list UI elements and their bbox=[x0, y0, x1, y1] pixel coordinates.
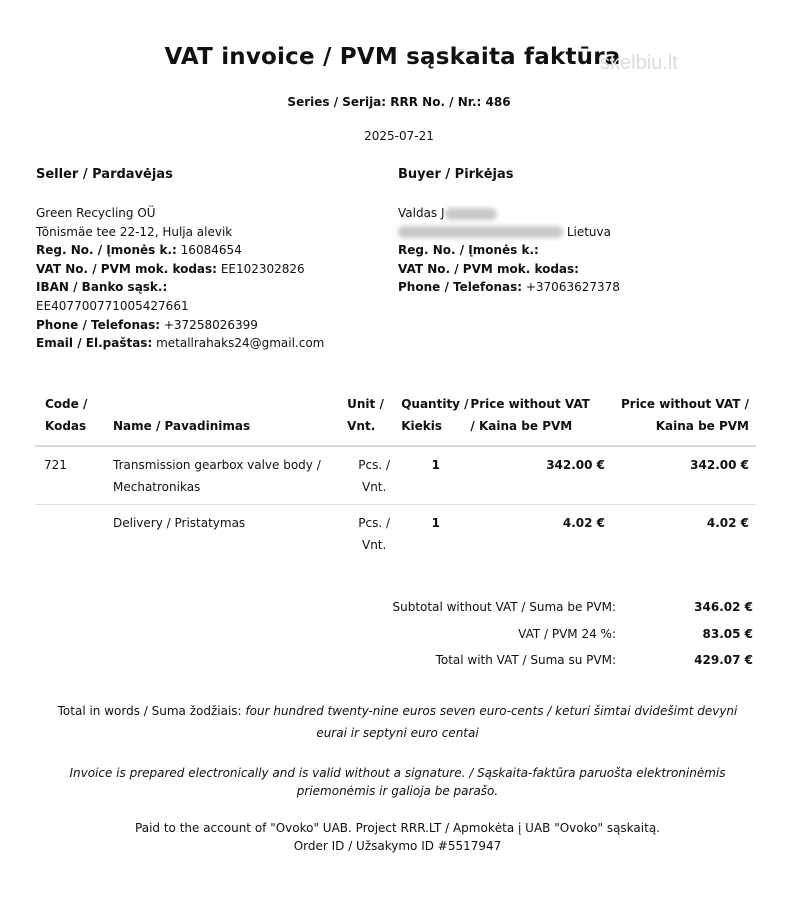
table-header-row bbox=[35, 392, 756, 446]
invoice-title: VAT invoice / PVM sąskaita faktūra bbox=[164, 44, 621, 70]
seller-block bbox=[36, 204, 376, 353]
seller-phone-label: Phone / Telefonas: bbox=[36, 317, 161, 332]
cell-name: Delivery / Pristatymas bbox=[113, 516, 246, 530]
cell-unit: Pcs. / Vnt. bbox=[358, 516, 391, 552]
electronic-note: Invoice is prepared electronically and is valid without a signature. / Sąskaita-faktūra paruošta elektroninėmis priemonėmis ir galioja be parašo. bbox=[69, 766, 726, 798]
seller-reg bbox=[36, 241, 376, 260]
subtotal-value: 346.02 € bbox=[694, 600, 753, 614]
header-price: Price without VAT / Kaina be PVM bbox=[470, 392, 615, 446]
cell-total: 342.00 € bbox=[615, 446, 756, 505]
total-value: 429.07 € bbox=[694, 653, 753, 667]
order-id: Order ID / Užsakymo ID #5517947 bbox=[293, 838, 502, 853]
cell-quantity: 1 bbox=[401, 446, 470, 505]
redacted-blur bbox=[398, 226, 563, 238]
redacted-blur bbox=[445, 208, 497, 220]
cell-price: 342.00 € bbox=[470, 446, 615, 505]
seller-email bbox=[36, 334, 376, 353]
cell-name: Transmission gearbox valve body / Mechatronikas bbox=[113, 446, 347, 505]
header-code: Code / Kodas bbox=[35, 392, 113, 446]
seller-heading: Seller / Pardavėjas bbox=[36, 167, 173, 182]
payment-note-block bbox=[45, 820, 750, 855]
header-total: Price without VAT / Kaina be PVM bbox=[615, 392, 756, 446]
seller-iban-label: IBAN / Banko sąsk.: bbox=[36, 280, 168, 295]
buyer-address-row bbox=[398, 223, 758, 242]
cell-total: 4.02 € bbox=[706, 516, 749, 530]
total-in-words-value: four hundred twenty-nine euros seven euro-cents / keturi šimtai dvidešimt devyni eurai ir septyni euro centai bbox=[245, 704, 738, 740]
seller-email-label: Email / El.paštas: bbox=[36, 336, 153, 351]
header-name: Name / Pavadinimas bbox=[113, 392, 347, 446]
total-label: Total with VAT / Suma su PVM: bbox=[435, 653, 616, 667]
table-row bbox=[35, 505, 756, 563]
header-unit: Unit / Vnt. bbox=[347, 392, 401, 446]
buyer-heading: Buyer / Pirkėjas bbox=[398, 167, 514, 182]
total-in-words bbox=[45, 701, 750, 744]
cell-code: 721 bbox=[35, 446, 113, 505]
seller-reg-value: 16084654 bbox=[180, 243, 242, 258]
seller-address: Tõnismäe tee 22-12, Hulja alevik bbox=[36, 224, 233, 239]
paid-note: Paid to the account of "Ovoko" UAB. Project RRR.LT / Apmokėta į UAB "Ovoko" sąskaitą. bbox=[135, 821, 660, 835]
seller-vat-label: VAT No. / PVM mok. kodas: bbox=[36, 261, 217, 276]
watermark: skelbiu.lt bbox=[600, 52, 678, 74]
cell-unit: Pcs. / Vnt. bbox=[347, 446, 401, 505]
buyer-reg-label: Reg. No. / Įmonės k.: bbox=[398, 243, 539, 258]
vat-label: VAT / PVM 24 %: bbox=[518, 627, 616, 641]
buyer-name: Valdas J bbox=[398, 206, 445, 220]
subtotal-label: Subtotal without VAT / Suma be PVM: bbox=[392, 600, 616, 614]
cell-quantity: 1 bbox=[431, 516, 440, 530]
items-table bbox=[35, 392, 756, 562]
series-number: Series / Serija: RRR No. / Nr.: 486 bbox=[287, 95, 511, 109]
seller-vat-value: EE102302826 bbox=[220, 261, 305, 276]
vat-value: 83.05 € bbox=[702, 627, 753, 641]
buyer-address-suffix: Lietuva bbox=[566, 224, 611, 239]
header-quantity: Quantity / Kiekis bbox=[401, 392, 470, 446]
buyer-phone-value: +37063627378 bbox=[525, 280, 620, 295]
cell-code bbox=[35, 505, 113, 563]
seller-name: Green Recycling OÜ bbox=[36, 206, 156, 220]
seller-phone bbox=[36, 316, 376, 335]
seller-vat bbox=[36, 260, 376, 279]
buyer-vat-label: VAT No. / PVM mok. kodas: bbox=[398, 261, 579, 276]
buyer-name-row bbox=[398, 204, 758, 223]
invoice-date: 2025-07-21 bbox=[364, 129, 434, 143]
table-row bbox=[35, 446, 756, 505]
seller-reg-label: Reg. No. / Įmonės k.: bbox=[36, 243, 177, 258]
buyer-phone-label: Phone / Telefonas: bbox=[398, 280, 523, 295]
buyer-phone bbox=[398, 278, 758, 297]
seller-iban-value: EE407700771005427661 bbox=[36, 298, 189, 313]
total-in-words-label: Total in words / Suma žodžiais: bbox=[57, 704, 242, 718]
seller-email-value: metallrahaks24@gmail.com bbox=[156, 336, 325, 351]
seller-phone-value: +37258026399 bbox=[163, 317, 258, 332]
cell-price: 4.02 € bbox=[562, 516, 606, 530]
buyer-block bbox=[398, 204, 758, 297]
